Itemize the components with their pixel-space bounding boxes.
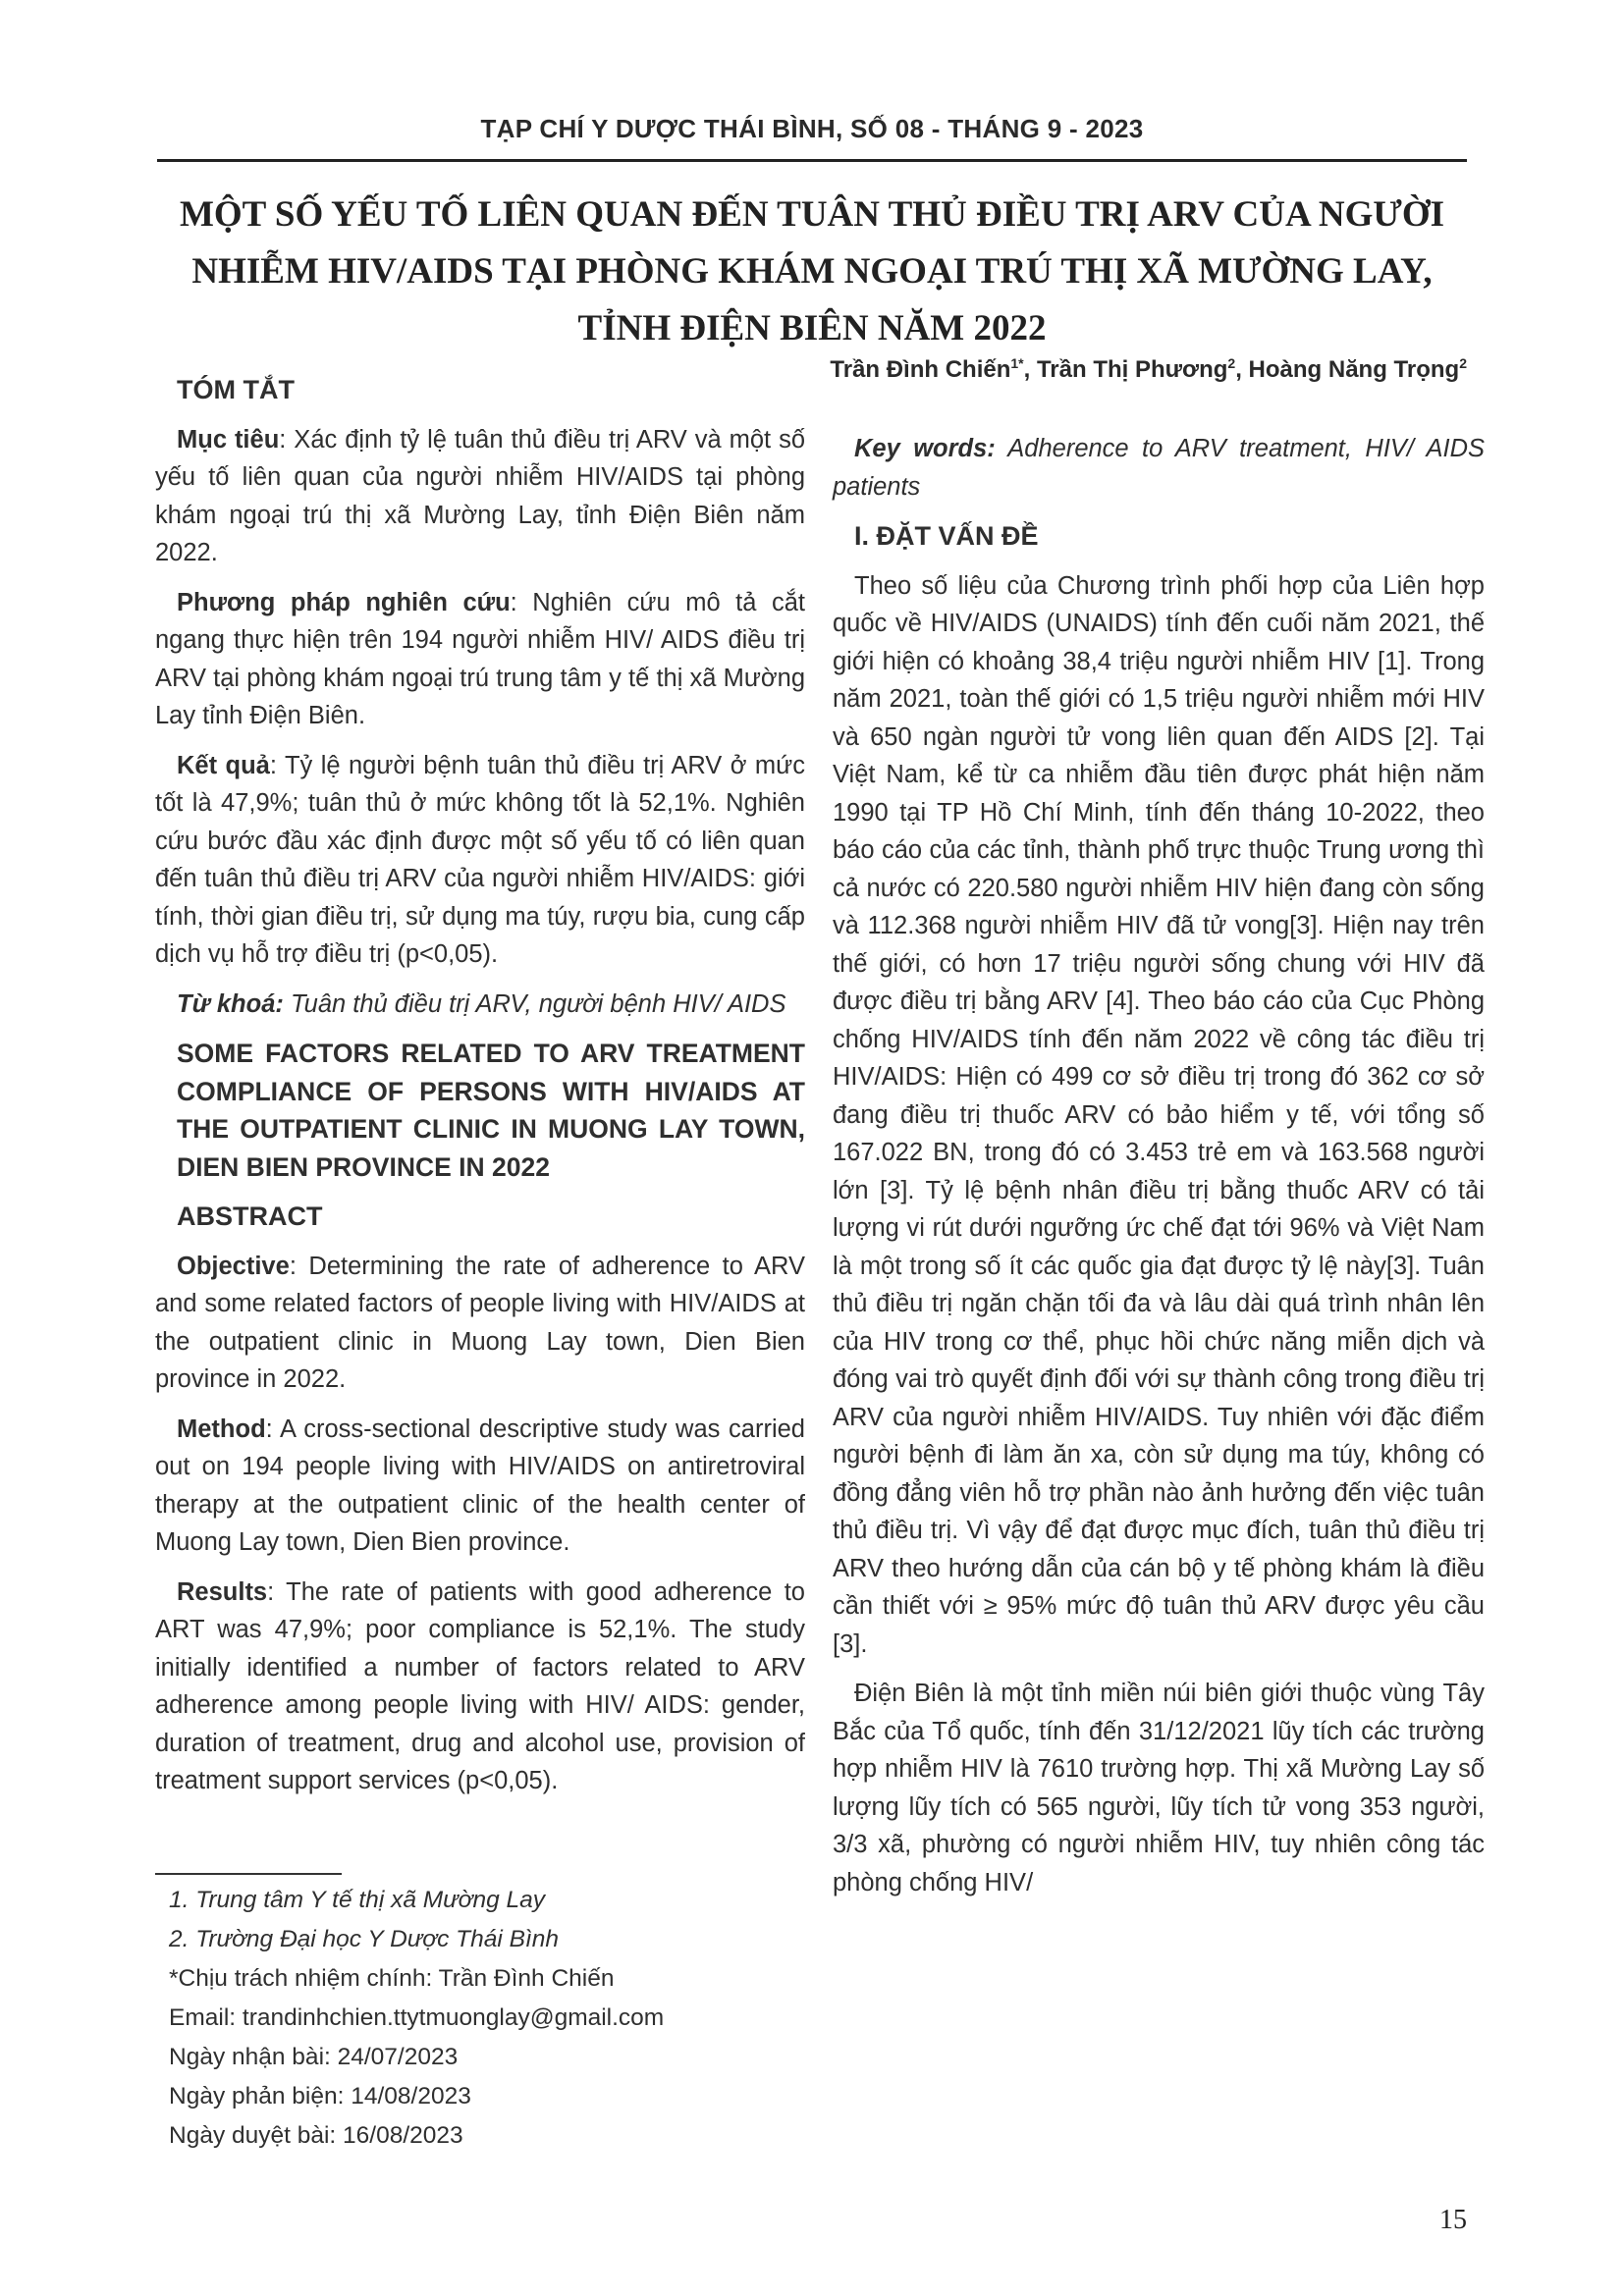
section-1-paragraph-2: Điện Biên là một tỉnh miền núi biên giới thuộc vùng Tây Bắc của Tổ quốc, tính đến 31/12/2021 lũy tích các trường hợp nhiễm HIV là 7610 trường hợp. Thị xã Mường Lay số lượng lũy tích có 565 người, lũy tích tử vong 353 người, 3/3 xã, phường có người nhiễm HIV, tuy nhiên công tác phòng chống HIV/ bbox=[833, 1680, 1485, 1896]
footnote-rule bbox=[155, 1873, 342, 1875]
results-vi-text: : Tỷ lệ người bệnh tuân thủ điều trị ARV ở mức tốt là 47,9%; tuân thủ ở mức không tốt là 52,1%. Nghiên cứu bước đầu xác định được một số yếu tố có liên quan đến tuân thủ điều trị ARV của người nhiễm HIV/AIDS: giới tính, thời gian điều trị, sử dụng ma túy, rượu bia, cung cấp dịch vụ hỗ trợ điều trị (p<0,05). bbox=[155, 751, 805, 968]
abstract-en-keywords bbox=[833, 430, 1485, 506]
abstract-vi-heading: TÓM TẮT bbox=[177, 375, 295, 404]
section-1-heading: I. ĐẶT VẤN ĐỀ bbox=[854, 521, 1039, 551]
header-rule bbox=[157, 159, 1467, 162]
abstract-vi-results bbox=[155, 747, 805, 974]
affiliation-1: 1. Trung tâm Y tế thị xã Mường Lay bbox=[169, 1887, 546, 1913]
method-en-label: Method bbox=[177, 1415, 266, 1443]
objective-en-label: Objective bbox=[177, 1252, 290, 1280]
footnotes bbox=[169, 1881, 797, 2156]
author-1: Trần Đình Chiến bbox=[830, 356, 1011, 383]
objective-en-text: : Determining the rate of adherence to ARV and some related factors of people living with HIV/AIDS at the outpatient clinic in Muong Lay town, Dien Bien province in 2022. bbox=[155, 1252, 805, 1393]
keywords-en-text: Adherence to ARV treatment, HIV/ AIDS patients bbox=[833, 435, 1485, 501]
english-title: SOME FACTORS RELATED TO ARV TREATMENT COMPLIANCE OF PERSONS WITH HIV/AIDS AT THE OUTPATIENT CLINIC IN MUONG LAY TOWN, DIEN BIEN PROVINCE IN 2022 bbox=[177, 1039, 805, 1182]
received-date: Ngày nhận bài: 24/07/2023 bbox=[169, 2044, 459, 2070]
author-2: Trần Thị Phương bbox=[1036, 356, 1228, 383]
journal-header: TẠP CHÍ Y DƯỢC THÁI BÌNH, SỐ 08 - THÁNG 9 - 2023 bbox=[480, 114, 1144, 143]
method-en-text: : A cross-sectional descriptive study was carried out on 194 people living with HIV/AIDS on antiretroviral therapy at the outpatient clinic of the health center of Muong Lay town, Dien Bien province. bbox=[155, 1415, 805, 1556]
keywords-vi-label: Từ khoá: bbox=[177, 989, 284, 1018]
abstract-vi-objective bbox=[155, 421, 805, 572]
title-line-3: TỈNH ĐIỆN BIÊN NĂM 2022 bbox=[577, 308, 1047, 348]
email-link[interactable]: trandinhchien.ttytmuonglay@gmail.com bbox=[242, 2004, 665, 2031]
results-en-text: : The rate of patients with good adherence to ART was 47,9%; poor compliance is 52,1%. The study initially identified a number of factors related to ARV adherence among people living with HIV/ AIDS: gender, duration of treatment, drug and alcohol use, provision of treatment support services (p<0,05). bbox=[155, 1577, 805, 1794]
objective-vi-text: : Xác định tỷ lệ tuân thủ điều trị ARV và một số yếu tố liên quan của người nhiễm HIV/AIDS tại phòng khám ngoại trú thị xã Mường Lay, tỉnh Điện Biên năm 2022. bbox=[155, 425, 805, 566]
keywords-en-label: Key words: bbox=[854, 435, 996, 462]
abstract-vi-keywords bbox=[155, 986, 805, 1024]
author-3: Hoàng Năng Trọng bbox=[1248, 356, 1460, 383]
objective-vi-label: Mục tiêu bbox=[177, 425, 280, 454]
title-line-2: NHIỄM HIV/AIDS TẠI PHÒNG KHÁM NGOẠI TRÚ THỊ XÃ MƯỜNG LAY, bbox=[191, 251, 1433, 292]
affiliation-2: 2. Trường Đại học Y Dược Thái Bình bbox=[169, 1926, 560, 1952]
page-number: 15 bbox=[1439, 2205, 1467, 2235]
email-label: Email: bbox=[169, 2004, 243, 2031]
article-title bbox=[137, 187, 1487, 357]
results-en-label: Results bbox=[177, 1577, 268, 1606]
abstract-en-results bbox=[155, 1574, 805, 1794]
title-line-1: MỘT SỐ YẾU TỐ LIÊN QUAN ĐẾN TUÂN THỦ ĐIỀU TRỊ ARV CỦA NGƯỜI bbox=[179, 194, 1445, 235]
method-vi-label: Phương pháp nghiên cứu bbox=[177, 588, 511, 616]
keywords-vi-text: Tuân thủ điều trị ARV, người bệnh HIV/ AIDS bbox=[283, 989, 786, 1018]
abstract-en-objective bbox=[155, 1248, 805, 1399]
right-column bbox=[833, 430, 1485, 1901]
author-3-affil: 2 bbox=[1459, 355, 1467, 371]
abstract-en-method bbox=[155, 1411, 805, 1562]
method-vi-text: : Nghiên cứu mô tả cắt ngang thực hiện trên 194 người nhiễm HIV/ AIDS điều trị ARV tại phòng khám ngoại trú trung tâm y tế thị xã Mường Lay tỉnh Điện Biên. bbox=[155, 588, 805, 729]
abstract-vi-method bbox=[155, 584, 805, 735]
authors: Trần Đình Chiến$^{1*}$, Trần Thị Phương$^2$, Hoàng Năng Trọng$^2$ bbox=[830, 355, 1467, 383]
left-column bbox=[155, 371, 805, 1794]
author-1-affil: 1* bbox=[1010, 355, 1024, 371]
accepted-date: Ngày duyệt bài: 16/08/2023 bbox=[169, 2122, 463, 2149]
results-vi-label: Kết quả bbox=[177, 751, 270, 779]
email-line bbox=[169, 1999, 797, 2038]
abstract-en-heading: ABSTRACT bbox=[177, 1201, 323, 1231]
author-2-affil: 2 bbox=[1227, 355, 1236, 371]
corresponding-author: *Chịu trách nhiệm chính: Trần Đình Chiến bbox=[169, 1965, 615, 1992]
section-1-paragraph-1: Theo số liệu của Chương trình phối hợp của Liên hợp quốc về HIV/AIDS (UNAIDS) tính đến cuối năm 2021, thế giới hiện có khoảng 38,4 triệu người nhiễm HIV [1]. Trong năm 2021, toàn thế giới có 1,5 triệu người nhiễm mới HIV và 650 ngàn người tử vong liên quan đến AIDS [2]. Tại Việt Nam, kể từ ca nhiễm đầu tiên được phát hiện năm 1990 tại TP Hồ Chí Minh, tính đến tháng 10-2022, theo báo cáo của các tỉnh, thành phố trực thuộc Trung ương thì cả nước có 220.580 người nhiễm HIV hiện đang còn sống và 112.368 người nhiễm HIV đã tử vong[3]. Hiện nay trên thế giới, có hơn 17 triệu người sống chung với HIV đã được điều trị bằng ARV [4]. Theo báo cáo của Cục Phòng chống HIV/AIDS tính đến năm 2022 về công tác điều trị HIV/AIDS: Hiện có 499 cơ sở điều trị trong đó 362 cơ sở đang điều trị thuốc ARV có bảo hiểm y tế, với tổng số 167.022 BN, trong đó có 3.453 trẻ em và 163.568 người lớn [3]. Tỷ lệ bệnh nhân điều trị bằng thuốc ARV có tải lượng vi rút dưới ngưỡng ức chế đạt tới 96% và Việt Nam là một trong số ít các quốc gia đạt được tỷ lệ này[3]. Tuân thủ điều trị ngăn chặn tối đa và lâu dài quá trình nhân lên của HIV trong cơ thể, phục hồi chức năng miễn dịch và đóng vai trò quyết định đối với sự thành công trong điều trị ARV của người nhiễm HIV/AIDS. Tuy nhiên với đặc điểm người bệnh đi làm ăn xa, còn sử dụng ma túy, không có đồng đẳng viên hỗ trợ phần nào ảnh hưởng đến việc tuân thủ điều trị. Vì vậy để đạt được mục đích, tuân thủ điều trị ARV theo hướng dẫn của cán bộ y tế phòng khám là điều cần thiết với ≥ 95% mức độ tuân thủ ARV được yêu cầu [3]. bbox=[833, 571, 1485, 1658]
reviewed-date: Ngày phản biện: 14/08/2023 bbox=[169, 2083, 471, 2109]
